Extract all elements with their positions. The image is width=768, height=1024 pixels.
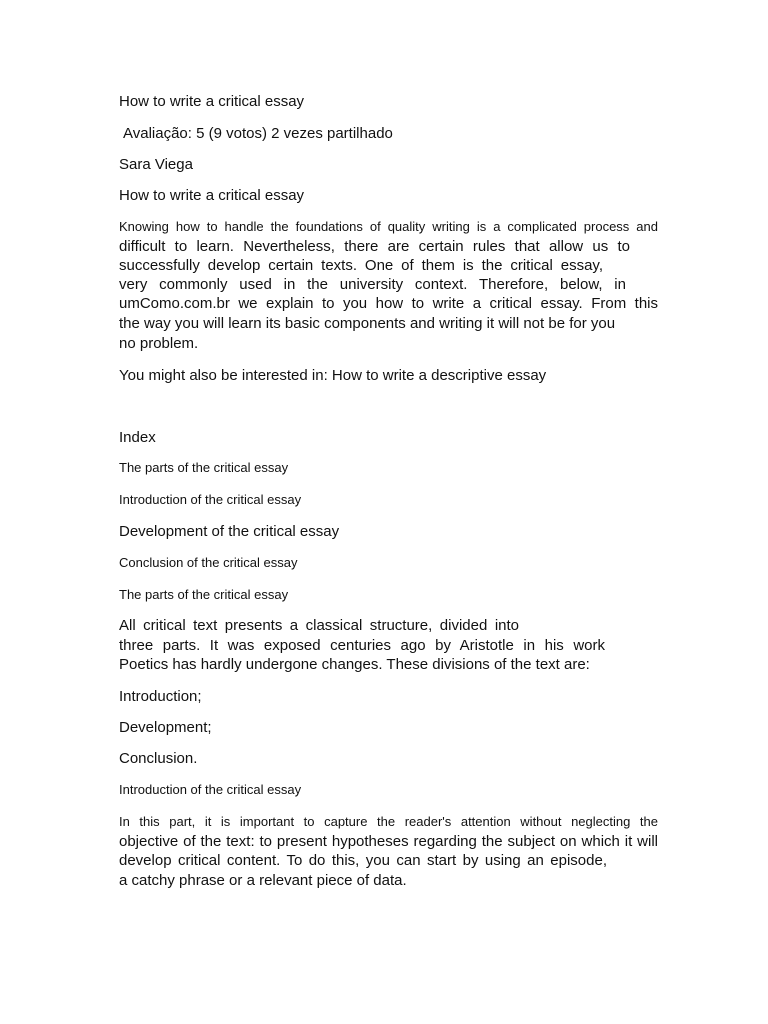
index-item[interactable]: Introduction of the critical essay: [119, 492, 302, 507]
paragraph-line: develop critical content. To do this, you can start by using an episode,: [119, 852, 607, 869]
index-heading: Index: [119, 429, 156, 446]
intro-line: very commonly used in the university context. Therefore, below, in: [119, 276, 626, 293]
paragraph-line: In this part, it is important to capture the reader's attention without neglecting the: [119, 814, 658, 829]
division-item: Conclusion.: [119, 750, 198, 767]
section-heading: Introduction of the critical essay: [119, 782, 302, 797]
paragraph-line: Poetics has hardly undergone changes. These divisions of the text are:: [119, 656, 590, 673]
rating-line: Avaliação: 5 (9 votos) 2 vezes partilhado: [123, 125, 393, 142]
index-item[interactable]: Conclusion of the critical essay: [119, 555, 298, 570]
intro-line: difficult to learn. Nevertheless, there are certain rules that allow us to: [119, 238, 630, 255]
index-item[interactable]: Development of the critical essay: [119, 523, 340, 540]
section-heading: The parts of the critical essay: [119, 587, 289, 602]
intro-line: successfully develop certain texts. One of them is the critical essay,: [119, 257, 603, 274]
intro-line: Knowing how to handle the foundations of quality writing is a complicated process and: [119, 219, 658, 234]
division-item: Development;: [119, 719, 212, 736]
document-title: How to write a critical essay: [119, 93, 305, 110]
intro-line: no problem.: [119, 335, 199, 352]
index-item[interactable]: The parts of the critical essay: [119, 460, 289, 475]
paragraph-line: three parts. It was exposed centuries ago by Aristotle in his work: [119, 637, 605, 654]
paragraph-line: a catchy phrase or a relevant piece of data.: [119, 872, 407, 889]
intro-line: the way you will learn its basic components and writing it will not be for you: [119, 315, 616, 332]
paragraph-line: objective of the text: to present hypotheses regarding the subject on which it will: [119, 833, 658, 850]
paragraph-line: All critical text presents a classical structure, divided into: [119, 617, 519, 634]
author-name: Sara Viega: [119, 156, 193, 173]
article-subtitle: How to write a critical essay: [119, 187, 305, 204]
division-item: Introduction;: [119, 688, 202, 705]
intro-line: umComo.com.br we explain to you how to write a critical essay. From this: [119, 295, 658, 312]
related-link[interactable]: You might also be interested in: How to write a descriptive essay: [119, 367, 547, 384]
